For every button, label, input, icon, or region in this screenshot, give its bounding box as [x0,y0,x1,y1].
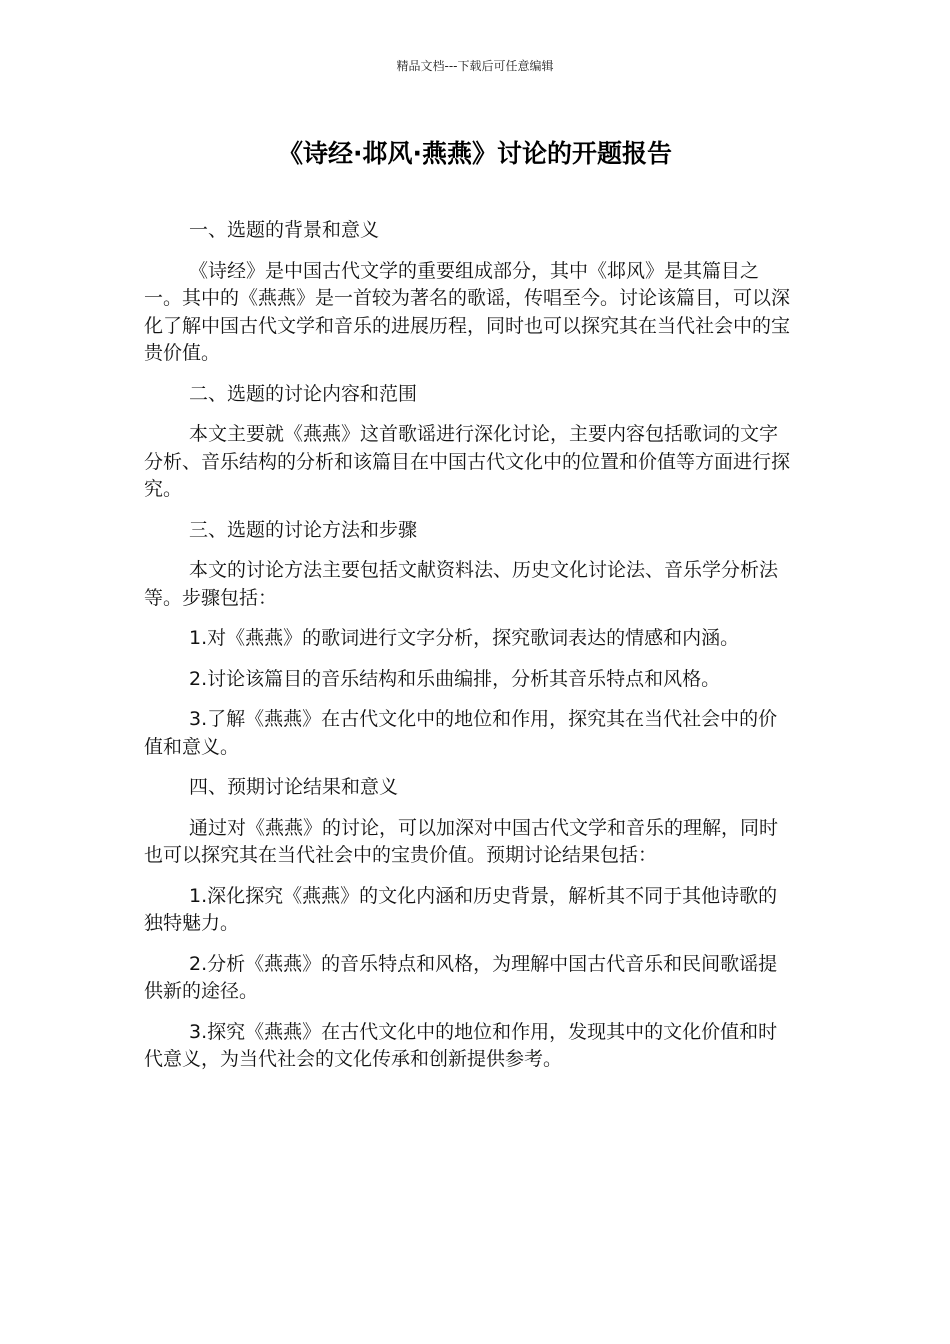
list-item-step-3: 3.了解《燕燕》在古代文化中的地位和作用，探究其在当代社会中的价值和意义。 [144,708,778,758]
section-heading-expected: 四、预期讨论结果和意义 [189,776,399,798]
paragraph-methods: 本文的讨论方法主要包括文献资料法、历史文化讨论法、音乐学分析法等。步骤包括： [144,559,779,609]
list-item-step-1: 1.对《燕燕》的歌词进行文字分析，探究歌词表达的情感和内涵。 [189,627,740,649]
paragraph-scope: 本文主要就《燕燕》这首歌谣进行深化讨论，主要内容包括歌词的文字分析、音乐结构的分析和该篇目在中国古代文化中的位置和价值等方面进行探究。 [144,423,791,500]
section-heading-methods: 三、选题的讨论方法和步骤 [189,518,418,541]
list-item-result-1: 1.深化探究《燕燕》的文化内涵和历史背景，解析其不同于其他诗歌的独特魅力。 [144,884,778,934]
paragraph-background: 《诗经》是中国古代文学的重要组成部分，其中《邶风》是其篇目之一。其中的《燕燕》是一首较为著名的歌谣，传唱至今。讨论该篇目，可以深化了解中国古代文学和音乐的进展历程，同时也可以探究其在当代社会中的宝贵价值。 [144,259,791,364]
list-item-result-3: 3.探究《燕燕》在古代文化中的地位和作用，发现其中的文化价值和时代意义，为当代社会的文化传承和创新提供参考。 [144,1020,778,1070]
document-body [144,217,792,1087]
header-note: 精品文档---下载后可任意编辑 [396,59,554,73]
document-title: 《诗经·邶风·燕燕》讨论的开题报告 [278,139,672,168]
paragraph-expected: 通过对《燕燕》的讨论，可以加深对中国古代文学和音乐的理解，同时也可以探究其在当代社会中的宝贵价值。预期讨论结果包括： [144,816,779,866]
section-heading-scope: 二、选题的讨论内容和范围 [189,382,418,405]
list-item-step-2: 2.讨论该篇目的音乐结构和乐曲编排，分析其音乐特点和风格。 [189,667,721,690]
section-heading-background: 一、选题的背景和意义 [189,219,380,241]
list-item-result-2: 2.分析《燕燕》的音乐特点和风格，为理解中国古代音乐和民间歌谣提供新的途径。 [144,952,778,1002]
